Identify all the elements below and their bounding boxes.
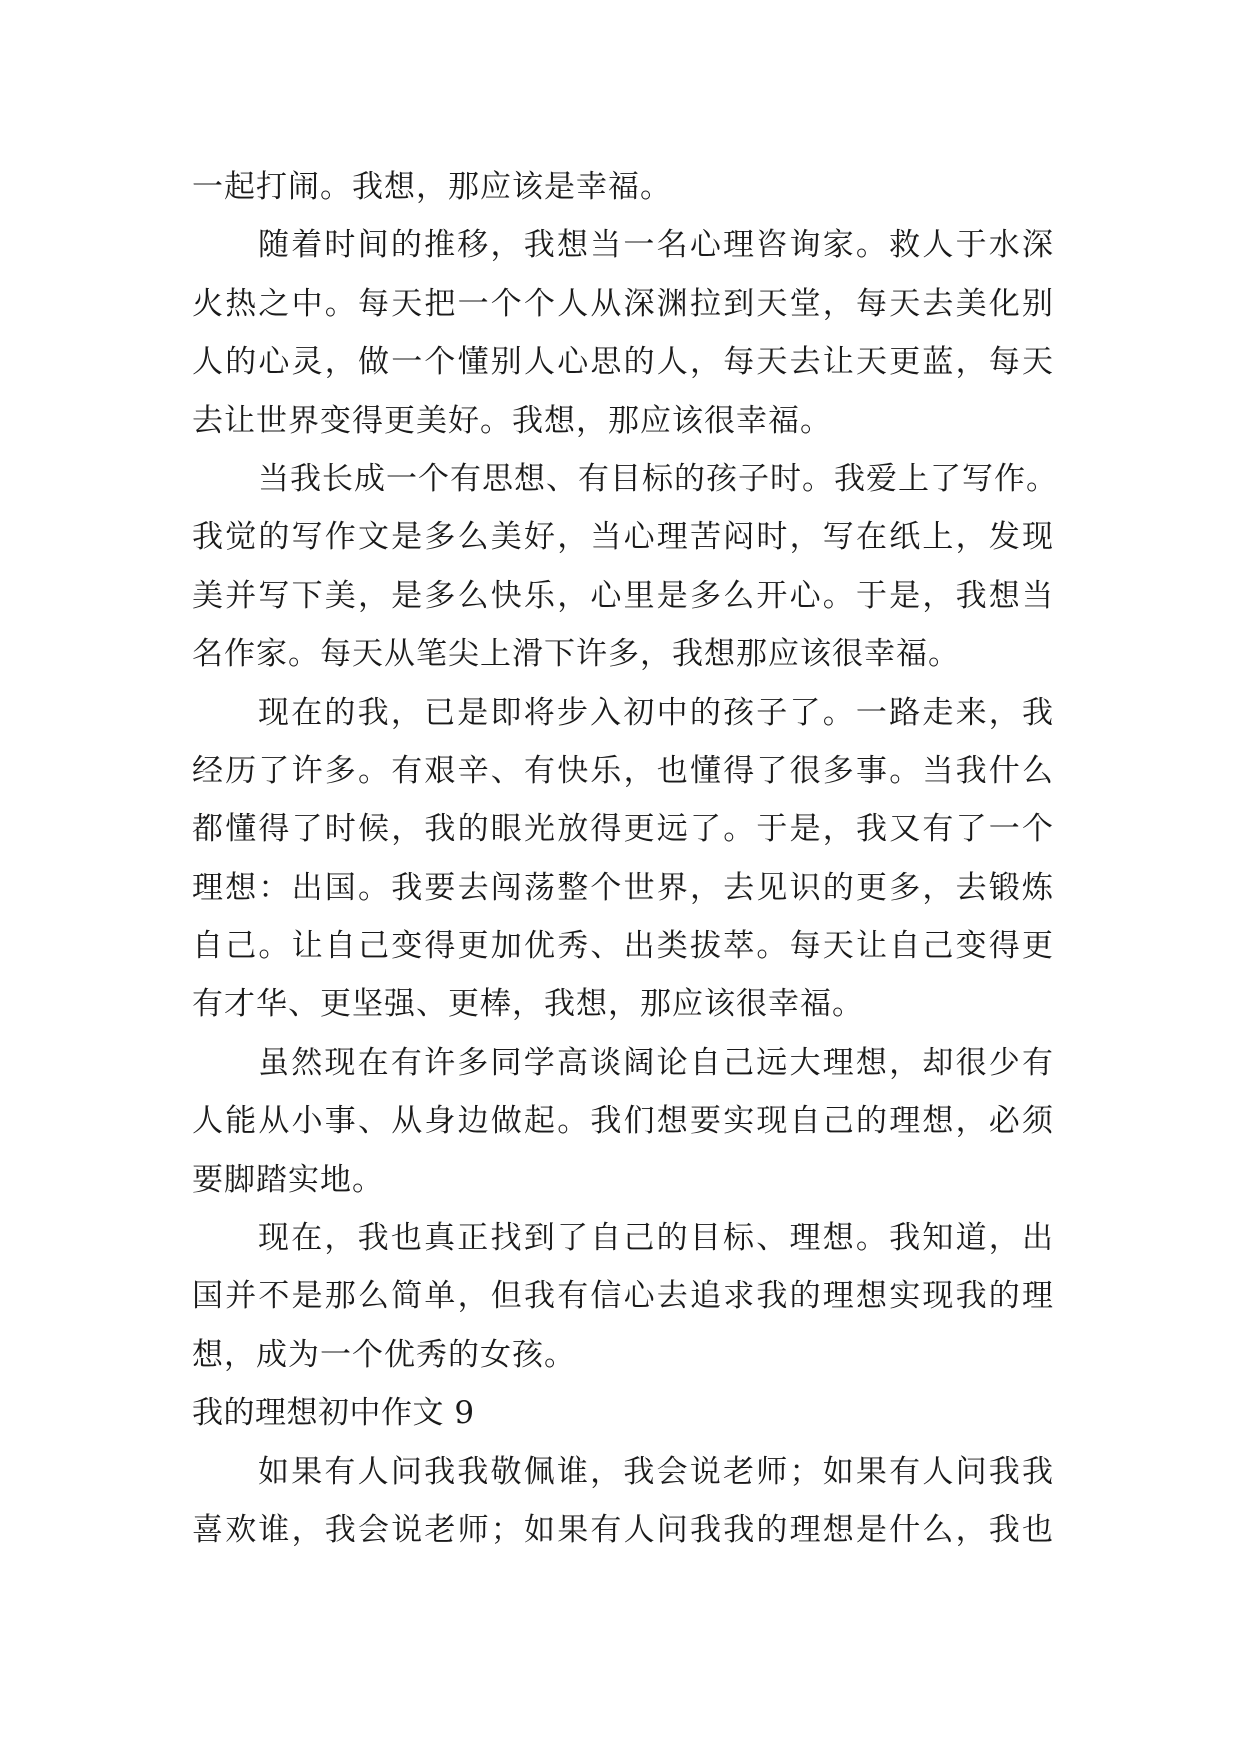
paragraph-first-line: 当我长成一个有思想、有目标的孩子时。我爱上了写作。: [258, 460, 1058, 497]
text-line: 自己。让自己变得更加优秀、出类拔萃。每天让自己变得更: [192, 928, 1054, 965]
document-body: [192, 158, 1058, 1559]
text-line: 想，成为一个优秀的女孩。: [192, 1336, 576, 1373]
section-heading: 我的理想初中作文 9: [192, 1395, 475, 1432]
text-line: 名作家。每天从笔尖上滑下许多，我想那应该很幸福。: [192, 636, 960, 673]
text-line: 要脚踏实地。: [192, 1161, 384, 1198]
text-line: 有才华、更坚强、更棒，我想，那应该很幸福。: [192, 986, 864, 1023]
text-line: 国并不是那么简单，但我有信心去追求我的理想实现我的理: [192, 1278, 1054, 1315]
text-line: 人能从小事、从身边做起。我们想要实现自己的理想，必须: [192, 1103, 1054, 1140]
text-line: 都懂得了时候，我的眼光放得更远了。于是，我又有了一个: [192, 811, 1054, 848]
paragraph-first-line: 现在的我，已是即将步入初中的孩子了。一路走来，我: [258, 694, 1054, 731]
text-line: 喜欢谁，我会说老师；如果有人问我我的理想是什么，我也: [192, 1511, 1054, 1548]
paragraph-first-line: 虽然现在有许多同学高谈阔论自己远大理想，却很少有: [258, 1044, 1054, 1081]
paragraph-first-line: 随着时间的推移，我想当一名心理咨询家。救人于水深: [258, 227, 1054, 264]
text-line: 火热之中。每天把一个个人从深渊拉到天堂，每天去美化别: [192, 285, 1054, 322]
paragraph-first-line: 如果有人问我我敬佩谁，我会说老师；如果有人问我我: [258, 1453, 1054, 1490]
text-line: 美并写下美，是多么快乐，心里是多么开心。于是，我想当: [192, 577, 1054, 614]
text-line: 一起打闹。我想，那应该是幸福。: [192, 169, 672, 205]
paragraph-first-line: 现在，我也真正找到了自己的目标、理想。我知道，出: [258, 1220, 1054, 1257]
text-line: 经历了许多。有艰辛、有快乐，也懂得了很多事。当我什么: [192, 752, 1054, 789]
text-line: 我觉的写作文是多么美好，当心理苦闷时，写在纸上，发现: [192, 519, 1054, 556]
text-line: 人的心灵，做一个懂别人心思的人，每天去让天更蓝，每天: [192, 344, 1054, 381]
text-line: 去让世界变得更美好。我想，那应该很幸福。: [192, 402, 832, 439]
text-line: 理想：出国。我要去闯荡整个世界，去见识的更多，去锻炼: [192, 869, 1054, 906]
